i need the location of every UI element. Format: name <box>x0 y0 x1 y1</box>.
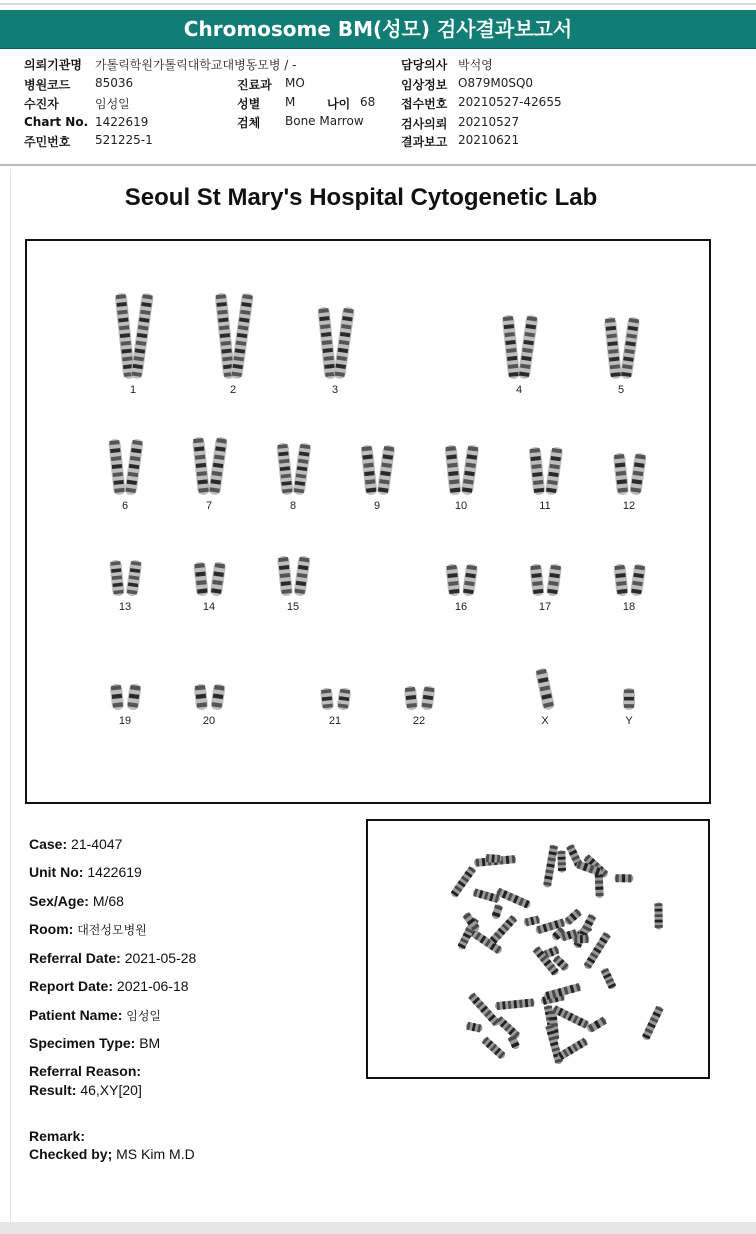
result-report-label: 결과보고 <box>401 135 448 149</box>
chromosome-pair-14 <box>193 561 226 596</box>
room-label: Room: <box>29 921 74 937</box>
chromosome-pair-Y <box>623 688 635 710</box>
chromosome-pair-11 <box>529 446 564 495</box>
chromosome-pair-16 <box>445 563 478 596</box>
metaphase-chromosome <box>489 914 518 945</box>
page-bottom-bar <box>0 1222 756 1234</box>
sex-value: M <box>285 95 296 109</box>
chromosome-pair-9 <box>360 444 395 495</box>
unit-label: Unit No: <box>29 864 84 880</box>
case-value: 21-4047 <box>71 836 123 852</box>
chromosome-pair-2 <box>215 293 254 380</box>
referral-date-row <box>29 950 196 966</box>
karyotype-label-19: 19 <box>118 715 132 727</box>
metaphase-chromosome <box>485 854 502 863</box>
karyotype-label-9: 9 <box>373 500 381 512</box>
chromosome-pair-X <box>535 667 555 711</box>
specimen-value: Bone Marrow <box>285 114 364 128</box>
case-row <box>29 836 122 852</box>
referral-date-value: 2021-05-28 <box>124 950 197 966</box>
patient-info-header <box>0 52 756 164</box>
karyotype-label-17: 17 <box>538 601 552 613</box>
age-label: 나이 <box>327 97 351 111</box>
chromosome-pair-5 <box>604 316 640 379</box>
metaphase-image <box>368 821 708 1077</box>
unit-row <box>29 864 142 880</box>
metaphase-chromosome <box>468 992 501 1028</box>
receipt-no-value: 20210527-42655 <box>458 95 562 109</box>
resident-no-label: 주민번호 <box>24 135 71 149</box>
karyotype-label-2: 2 <box>229 384 237 396</box>
result-value: 46,XY[20] <box>80 1082 142 1098</box>
result-label: Result: <box>29 1082 77 1098</box>
checked-value: MS Kim M.D <box>116 1146 195 1162</box>
metaphase-chromosome <box>481 1036 507 1060</box>
metaphase-chromosome <box>491 904 503 921</box>
metaphase-panel <box>366 819 710 1079</box>
specimen-type-label: Specimen Type: <box>29 1035 136 1051</box>
remark-label: Remark: <box>29 1128 86 1144</box>
karyotype-label-11: 11 <box>539 500 551 512</box>
sexage-row <box>29 893 124 909</box>
clinical-info-label: 임상정보 <box>401 78 448 92</box>
metaphase-chromosome <box>586 1016 608 1034</box>
karyotype-label-16: 16 <box>454 601 468 613</box>
header-divider <box>0 164 756 166</box>
metaphase-chromosome <box>600 967 617 990</box>
checked-label: Checked by; <box>29 1146 113 1162</box>
metaphase-chromosome <box>495 1015 521 1040</box>
metaphase-chromosome <box>450 865 477 898</box>
chromosome-pair-20 <box>194 683 226 710</box>
department-label: 진료과 <box>237 78 272 92</box>
chromosome-pair-4 <box>502 314 539 379</box>
case-label: Case: <box>29 836 68 852</box>
doctor-label: 담당의사 <box>401 58 448 72</box>
patient-name-label: Patient Name: <box>29 1007 123 1023</box>
karyotype-label-5: 5 <box>617 384 625 396</box>
karyotype-label-Y: Y <box>625 715 633 727</box>
karyotype-label-14: 14 <box>202 601 216 613</box>
karyotype-label-22: 22 <box>412 715 426 727</box>
metaphase-chromosome <box>563 908 582 926</box>
metaphase-chromosome <box>472 888 501 903</box>
report-title: Chromosome BM(성모) 검사결과보고서 <box>0 10 756 49</box>
chromosome-pair-18 <box>613 563 646 596</box>
report-date-value: 2021-06-18 <box>116 978 189 994</box>
metaphase-chromosome <box>614 874 633 882</box>
karyotype-label-4: 4 <box>515 384 523 396</box>
cytogenetic-report <box>10 170 756 1222</box>
chart-no-value: 1422619 <box>95 115 149 129</box>
top-rule <box>0 3 756 5</box>
patient-value: 임성일 <box>95 97 130 111</box>
institution-label: 의뢰기관명 <box>24 58 82 72</box>
metaphase-chromosome <box>495 998 535 1010</box>
receipt-no-label: 접수번호 <box>401 97 448 111</box>
chromosome-pair-10 <box>444 444 479 495</box>
referral-date-label: Referral Date: <box>29 950 121 966</box>
metaphase-chromosome <box>543 844 558 888</box>
karyotype-label-6: 6 <box>121 500 129 512</box>
chromosome-pair-7 <box>192 436 228 495</box>
metaphase-chromosome <box>641 1005 664 1041</box>
lab-title: Seoul St Mary's Hospital Cytogenetic Lab <box>124 184 598 211</box>
test-request-value: 20210527 <box>458 115 520 129</box>
karyotype-label-3: 3 <box>331 384 339 396</box>
karyotype-image <box>27 241 709 802</box>
chromosome-pair-19 <box>110 683 142 710</box>
specimen-label: 검체 <box>237 116 261 130</box>
result-report-value: 20210621 <box>458 133 520 147</box>
sexage-label: Sex/Age: <box>29 893 89 909</box>
chromosome-pair-17 <box>529 563 562 596</box>
institution-value: 가톨릭학원가톨릭대학교대병동모병 / - <box>95 58 297 72</box>
sexage-value: M/68 <box>92 893 124 909</box>
chromosome-pair-6 <box>108 438 144 495</box>
resident-no-value: 521225-1 <box>95 133 153 147</box>
patient-name-row <box>29 1007 161 1024</box>
chromosome-pair-13 <box>109 559 142 596</box>
result-row <box>29 1082 142 1098</box>
karyotype-label-8: 8 <box>289 500 297 512</box>
hospital-code-label: 병원코드 <box>24 78 71 92</box>
chromosome-pair-8 <box>276 442 311 495</box>
karyotype-label-21: 21 <box>328 715 342 727</box>
karyotype-label-18: 18 <box>622 601 636 613</box>
karyotype-label-20: 20 <box>202 715 216 727</box>
karyotype-panel <box>25 239 711 804</box>
chromosome-pair-3 <box>317 307 355 380</box>
metaphase-chromosome <box>557 850 566 873</box>
remark-row <box>29 1128 85 1144</box>
karyotype-label-10: 10 <box>454 500 468 512</box>
specimen-type-value: BM <box>139 1035 161 1051</box>
referral-reason-row <box>29 1063 141 1079</box>
karyotype-label-X: X <box>541 715 549 727</box>
metaphase-chromosome <box>654 902 662 929</box>
hospital-code-value: 85036 <box>95 76 134 90</box>
referral-reason-label: Referral Reason: <box>29 1063 142 1079</box>
doctor-value: 박석영 <box>458 58 493 72</box>
unit-value: 1422619 <box>87 864 142 880</box>
sex-label: 성별 <box>237 97 261 111</box>
karyotype-label-7: 7 <box>205 500 213 512</box>
clinical-info-value: O879M0SQ0 <box>458 76 534 90</box>
chromosome-pair-22 <box>404 685 436 710</box>
specimen-type-row <box>29 1035 160 1051</box>
report-date-label: Report Date: <box>29 978 114 994</box>
department-value: MO <box>285 76 305 90</box>
chromosome-pair-15 <box>277 555 311 596</box>
test-request-label: 검사의뢰 <box>401 117 448 131</box>
checked-row <box>29 1146 195 1162</box>
metaphase-chromosome <box>465 1022 483 1033</box>
chart-no-label: Chart No. <box>24 115 89 129</box>
age-value: 68 <box>360 95 376 109</box>
karyotype-label-13: 13 <box>118 601 132 613</box>
karyotype-label-15: 15 <box>286 601 300 613</box>
karyotype-label-12: 12 <box>622 500 636 512</box>
room-value: 대전성모병원 <box>77 923 147 937</box>
karyotype-label-1: 1 <box>129 384 137 396</box>
chromosome-pair-21 <box>320 687 352 710</box>
chromosome-pair-1 <box>115 293 154 380</box>
metaphase-chromosome <box>556 1037 589 1061</box>
report-date-row <box>29 978 189 994</box>
chromosome-pair-12 <box>613 452 647 495</box>
patient-name-value: 임성일 <box>126 1009 162 1023</box>
metaphase-chromosome <box>523 915 541 927</box>
room-row <box>29 921 147 938</box>
patient-label: 수진자 <box>24 97 59 111</box>
